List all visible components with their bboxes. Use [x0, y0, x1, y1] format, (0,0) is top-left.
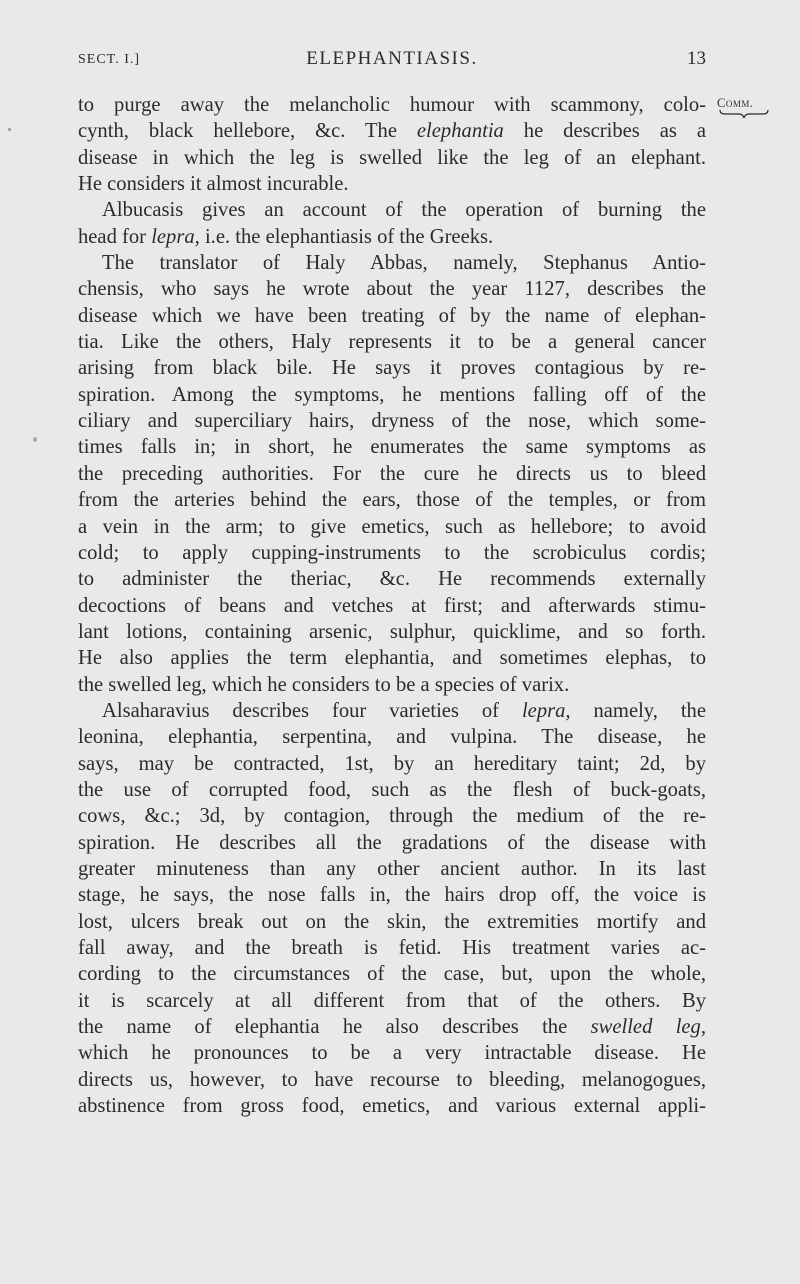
text-run: he describes as a — [503, 120, 706, 143]
text-run: Alsaharavius describes four varieties of — [102, 699, 522, 722]
text-run: directs us, however, to have recourse to bleeding, melanogogues, — [78, 1068, 706, 1091]
text-line — [78, 487, 706, 513]
text-run: decoctions of beans and vetches at first; and afterwards stimu- — [78, 594, 706, 617]
text-run: cold; to apply cupping-instruments to the scrobiculus cordis; — [78, 541, 706, 564]
text-run: abstinence from gross food, emetics, and various external appli- — [78, 1095, 706, 1118]
text-line — [78, 434, 706, 460]
text-run: He considers it almost incurable. — [78, 173, 349, 196]
text-line — [78, 1040, 706, 1066]
text-line — [78, 408, 706, 434]
text-line — [78, 724, 706, 750]
section-label: SECT. I.] — [78, 52, 141, 67]
text-line — [78, 777, 706, 803]
text-line — [78, 751, 706, 777]
italic-term: lepra, — [521, 699, 571, 722]
text-line — [78, 593, 706, 619]
text-run: tia. Like the others, Haly represents it to be a general cancer — [78, 331, 706, 354]
text-line — [78, 197, 706, 223]
text-line — [78, 145, 706, 171]
text-line — [78, 1093, 706, 1119]
paper-speck — [8, 128, 11, 131]
page-title: ELEPHANTIASIS. — [306, 48, 478, 69]
text-line — [78, 803, 706, 829]
text-line — [78, 961, 706, 987]
margin-note-label: Comm. — [717, 96, 754, 110]
text-line — [78, 830, 706, 856]
text-run: lost, ulcers break out on the skin, the extremities mortify and — [78, 910, 706, 933]
text-run: namely, the — [570, 699, 706, 722]
text-run: arising from black bile. He says it proves contagious by re- — [78, 357, 706, 380]
margin-note — [717, 96, 777, 119]
italic-term: swelled leg, — [590, 1016, 707, 1039]
text-line — [78, 988, 706, 1014]
text-line — [78, 645, 706, 671]
text-line — [78, 171, 706, 197]
page-number: 13 — [687, 48, 706, 69]
paper-speck — [33, 437, 37, 442]
text-run: the preceding authorities. For the cure he directs us to bleed — [78, 462, 706, 485]
text-run: disease which we have been treating of by the name of elephan- — [78, 304, 706, 327]
text-line — [78, 698, 706, 724]
text-run: stage, he says, the nose falls in, the hairs drop off, the voice is — [78, 884, 706, 907]
text-line — [78, 1014, 706, 1040]
text-run: fall away, and the breath is fetid. His treatment varies ac- — [78, 937, 706, 959]
text-line — [78, 92, 706, 118]
text-line — [78, 303, 706, 329]
text-line — [78, 514, 706, 540]
text-run: the name of elephantia he also describes the — [78, 1016, 591, 1039]
text-run: to purge away the melancholic humour with scammony, colo- — [78, 94, 706, 116]
text-run: which he pronounces to be a very intractable disease. He — [78, 1042, 706, 1065]
italic-term: elephantia — [416, 120, 504, 143]
text-run: times falls in; in short, he enumerates the same symptoms as — [78, 436, 706, 459]
text-run: a vein in the arm; to give emetics, such as hellebore; to avoid — [78, 515, 706, 538]
text-line — [78, 882, 706, 908]
text-line — [78, 329, 706, 355]
text-run: Albucasis gives an account of the operation of burning the — [102, 199, 706, 222]
text-line — [78, 619, 706, 645]
text-run: chensis, who says he wrote about the year 1127, describes the — [78, 278, 706, 301]
text-line — [78, 118, 706, 144]
text-run: it is scarcely at all different from that of the others. By — [78, 989, 706, 1012]
text-run: head for — [78, 225, 152, 248]
text-run: leonina, elephantia, serpentina, and vulpina. The disease, he — [78, 726, 706, 749]
text-line — [78, 461, 706, 487]
text-run: cynth, black hellebore, &c. The — [78, 120, 417, 143]
text-line — [78, 909, 706, 935]
text-run: He also applies the term elephantia, and sometimes elephas, to — [78, 647, 706, 670]
text-run: i.e. the elephantiasis of the Greeks. — [199, 225, 494, 248]
text-line — [78, 540, 706, 566]
text-line — [78, 856, 706, 882]
text-line — [78, 355, 706, 381]
text-run: cows, &c.; 3d, by contagion, through the medium of the re- — [78, 805, 706, 828]
text-line — [78, 276, 706, 302]
body-text — [78, 92, 706, 1119]
text-run: The translator of Haly Abbas, namely, Stephanus Antio- — [102, 252, 706, 275]
text-run: disease in which the leg is swelled like the leg of an elephant. — [78, 146, 706, 169]
running-header — [78, 48, 706, 74]
text-line — [78, 382, 706, 408]
text-run: the use of corrupted food, such as the flesh of buck-goats, — [78, 778, 706, 801]
text-run: cording to the circumstances of the case, but, upon the whole, — [78, 963, 706, 986]
text-run: spiration. Among the symptoms, he mentions falling off of the — [78, 383, 706, 406]
text-run: to administer the theriac, &c. He recommends externally — [78, 568, 706, 591]
text-line — [78, 566, 706, 592]
italic-term: lepra, — [151, 225, 200, 248]
text-line — [78, 672, 706, 698]
text-run: says, may be contracted, 1st, by an hereditary taint; 2d, by — [78, 752, 706, 775]
text-line — [78, 935, 706, 961]
text-line — [78, 224, 706, 250]
text-run: the swelled leg, which he considers to be a species of varix. — [78, 673, 570, 696]
text-run: greater minuteness than any other ancient author. In its last — [78, 857, 706, 880]
text-run: spiration. He describes all the gradations of the disease with — [78, 831, 706, 854]
text-line — [78, 250, 706, 276]
brace-icon — [719, 109, 769, 119]
text-run: ciliary and superciliary hairs, dryness of the nose, which some- — [78, 410, 706, 433]
text-run: lant lotions, containing arsenic, sulphur, quicklime, and so forth. — [78, 620, 706, 643]
text-run: from the arteries behind the ears, those of the temples, or from — [78, 489, 706, 512]
text-line — [78, 1067, 706, 1093]
